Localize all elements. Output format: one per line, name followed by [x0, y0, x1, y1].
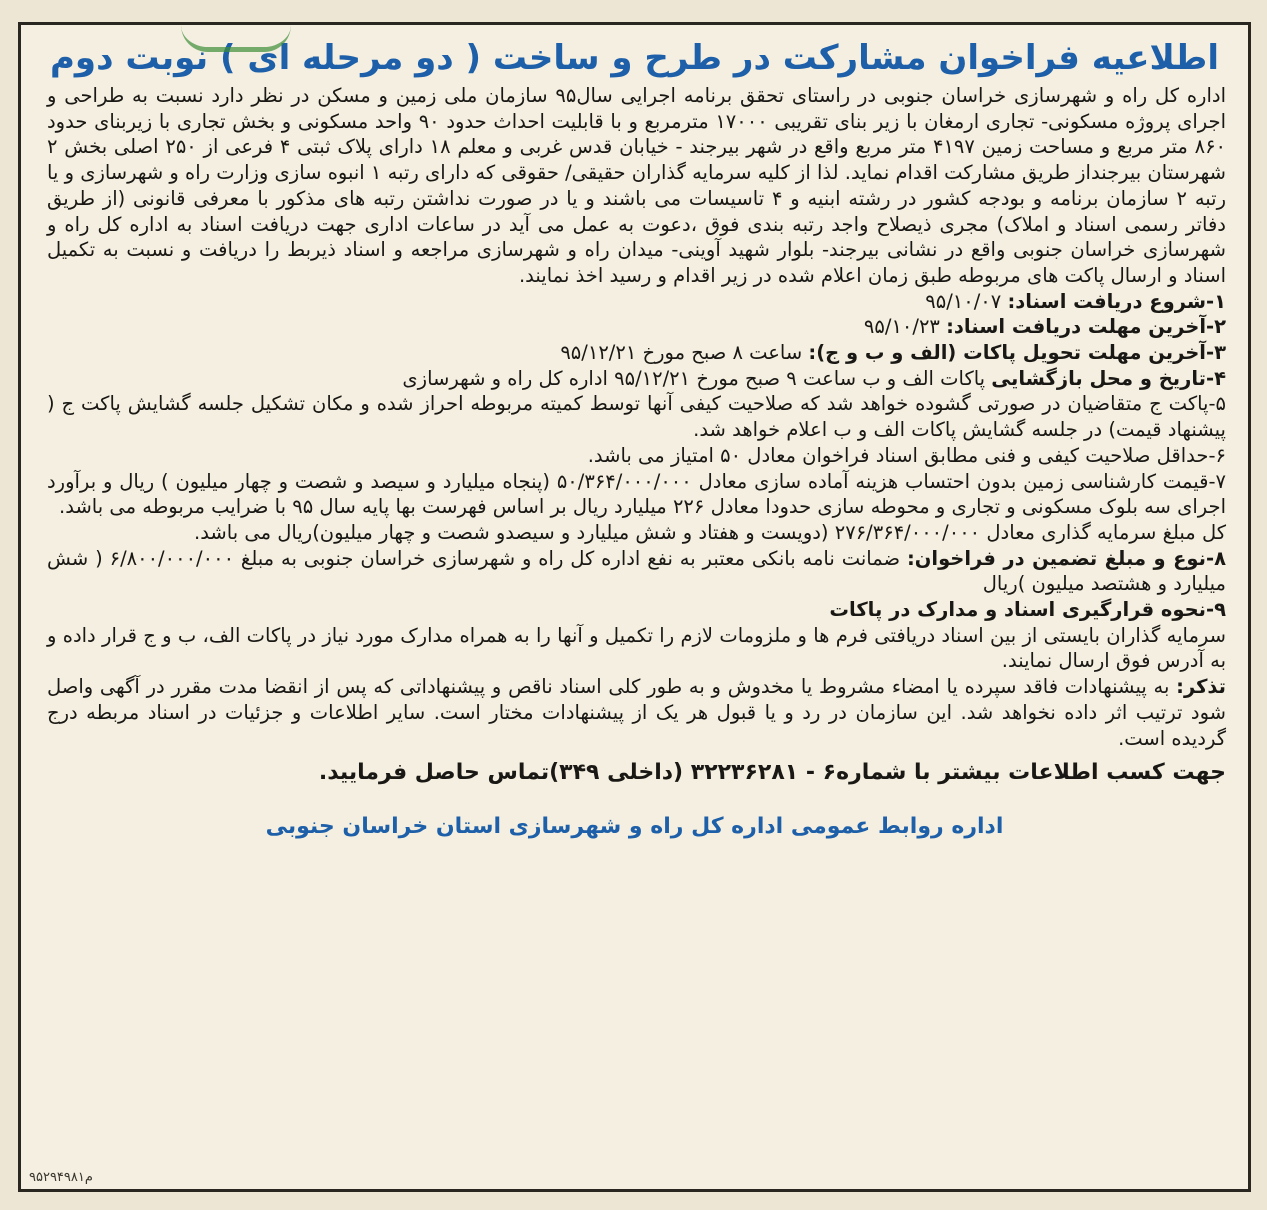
item-9-label: ۹-نحوه قرارگیری اسناد و مدارک در پاکات — [829, 598, 1226, 622]
item-6-text: ۶-حداقل صلاحیت کیفی و فنی مطابق اسناد فراخوان معادل ۵۰ امتیاز می باشد. — [587, 443, 1226, 467]
item-2-text: ۹۵/۱۰/۲۳ — [863, 315, 947, 339]
item-3-text: ساعت ۸ صبح مورخ ۹۵/۱۲/۲۱ — [560, 341, 809, 365]
note — [47, 674, 1226, 751]
item-8-text: ضمانت نامه بانکی معتبر به نفع اداره کل راه و شهرسازی خراسان جنوبی به مبلغ ۶/۸۰۰/۰۰۰/۰۰۰ ( شش میلیارد و هشتصد میلیون )ریال — [47, 546, 1226, 596]
contact-line: جهت کسب اطلاعات بیشتر با شماره۶ - ۳۲۲۳۶۲۸۱ (داخلی ۳۴۹)تماس حاصل فرمایید. — [318, 760, 1226, 786]
item-7 — [47, 469, 1226, 520]
advertisement-sheet — [18, 22, 1251, 1192]
item-4-text: پاکات الف و ب ساعت ۹ صبح مورخ ۹۵/۱۲/۲۱ اداره کل راه و شهرسازی — [402, 366, 992, 390]
page-title: اطلاعیه فراخوان مشارکت در طرح و ساخت ( دو مرحله ای ) نوبت دوم — [50, 38, 1219, 78]
item-3-label: ۳-آخرین مهلت تحویل پاکات (الف و ب و ج): — [808, 341, 1226, 365]
item-5 — [47, 391, 1226, 442]
item-4 — [47, 366, 1226, 392]
announcement-body — [21, 83, 1248, 751]
item-9-body-text: سرمایه گذاران بایستی از بین اسناد دریافتی فرم ها و ملزومات لازم را تکمیل و آنها را به همراه مدارک مورد نیاز در پاکات الف، ب و ج قرار داده و به آدرس فوق ارسال نمایند. — [47, 623, 1226, 673]
intro-paragraph: اداره کل راه و شهرسازی خراسان جنوبی در راستای تحقق برنامه اجرایی سال۹۵ سازمان ملی زمین و مسکن در نظر دارد نسبت به طراحی و اجرای پروژه مسکونی- تجاری ارمغان با زیر بنای تقریبی ۱۷۰۰۰ مترمربع و با قابلیت احداث حدود ۹۰ واحد مسکونی و بخش تجاری با زیربنای حدود ۸۶۰ متر مربع و مساحت زمین ۴۱۹۷ متر مربع واقع در شهر بیرجند - خیابان قدس غربی و معلم ۱۸ دارای پلاک ثبتی ۴ فرعی از ۲۵۰ اصلی بخش ۲ شهرستان بیرجنداز طریق مشارکت اقدام نماید. لذا از کلیه سرمایه گذاران حقیقی/ حقوقی که دارای رتبه ۱ انبوه سازی وزارت راه و شهرسازی و یا رتبه ۲ سازمان برنامه و بودجه کشور در رشته ابنیه و ۴ تاسیسات می باشند و یا در صورت نداشتن رتبه های مذکور با معرفی قانونی (از طریق دفاتر رسمی اسناد و املاک) مجری ذیصلاح واجد رتبه بندی فوق ،دعوت به عمل می آید در ساعات اداری جهت دریافت اسناد به اداره کل راه و شهرسازی خراسان جنوبی واقع در نشانی بیرجند- بلوار شهید آوینی- میدان راه و شهرسازی مراجعه و اسناد ذیربط را دریافت و نسبت به تکمیل اسناد و ارسال پاکت های مربوطه طبق زمان اعلام شده در زیر اقدام و رسید اخذ نمایند. — [47, 84, 1227, 287]
item-3 — [47, 340, 1226, 366]
publisher-footer: اداره روابط عمومی اداره کل راه و شهرسازی استان خراسان جنوبی — [265, 814, 1004, 840]
note-label: تذکر: — [1176, 675, 1226, 699]
item-2-label: ۲-آخرین مهلت دریافت اسناد: — [946, 315, 1226, 339]
reference-code: م۹۵۲۹۴۹۸۱ — [29, 1170, 93, 1185]
item-7-text: ۷-قیمت کارشناسی زمین بدون احتساب هزینه آماده سازی معادل ۵۰/۳۶۴/۰۰۰/۰۰۰ (پنجاه میلیارد و سیصد و شصت و چهار میلیون ) ریال و برآورد اجرای سه بلوک مسکونی و تجاری و محوطه سازی حدودا معادل ۲۲۶ میلیارد ریال بر اساس فهرست بها پایه سال ۹۵ با ضرایب مربوطه می باشد. — [47, 469, 1226, 519]
item-8-label: ۸-نوع و مبلغ تضمین در فراخوان: — [906, 546, 1226, 570]
item-1-label: ۱-شروع دریافت اسناد: — [1007, 289, 1226, 313]
item-4-label: ۴-تاریخ و محل بازگشایی — [991, 366, 1226, 390]
item-7-total-text: کل مبلغ سرمایه گذاری معادل ۲۷۶/۳۶۴/۰۰۰/۰۰۰ (دویست و هفتاد و شش میلیارد و سیصدو شصت و چهار میلیون)ریال می باشد. — [194, 520, 1226, 544]
item-2 — [47, 314, 1226, 340]
item-1-text: ۹۵/۱۰/۰۷ — [925, 289, 1008, 313]
item-8 — [47, 546, 1226, 597]
corner-stamp-mark — [181, 25, 291, 52]
item-1 — [47, 289, 1226, 315]
item-6 — [47, 443, 1226, 469]
note-text: به پیشنهادات فاقد سپرده یا امضاء مشروط یا مخدوش و به طور کلی اسناد ناقص و پیشنهاداتی که پس از انقضا مدت مقرر در آگهی واصل شود ترتیب اثر داده نخواهد شد. این سازمان در رد و یا قبول هر یک از پیشنهادات مختار است. سایر اطلاعات و جزئیات در اسناد مربطه درج گردیده است. — [47, 675, 1226, 750]
item-9-body — [47, 623, 1226, 674]
item-7-total — [47, 520, 1226, 546]
item-5-text: ۵-پاکت ج متقاضیان در صورتی گشوده خواهد شد که صلاحیت کیفی آنها توسط کمیته مربوطه احراز شده و مکان تشکیل جلسه گشایش پاکت ج ( پیشنهاد قیمت) در جلسه گشایش پاکات الف و ب اعلام خواهد شد. — [47, 392, 1226, 442]
item-9 — [47, 597, 1226, 623]
